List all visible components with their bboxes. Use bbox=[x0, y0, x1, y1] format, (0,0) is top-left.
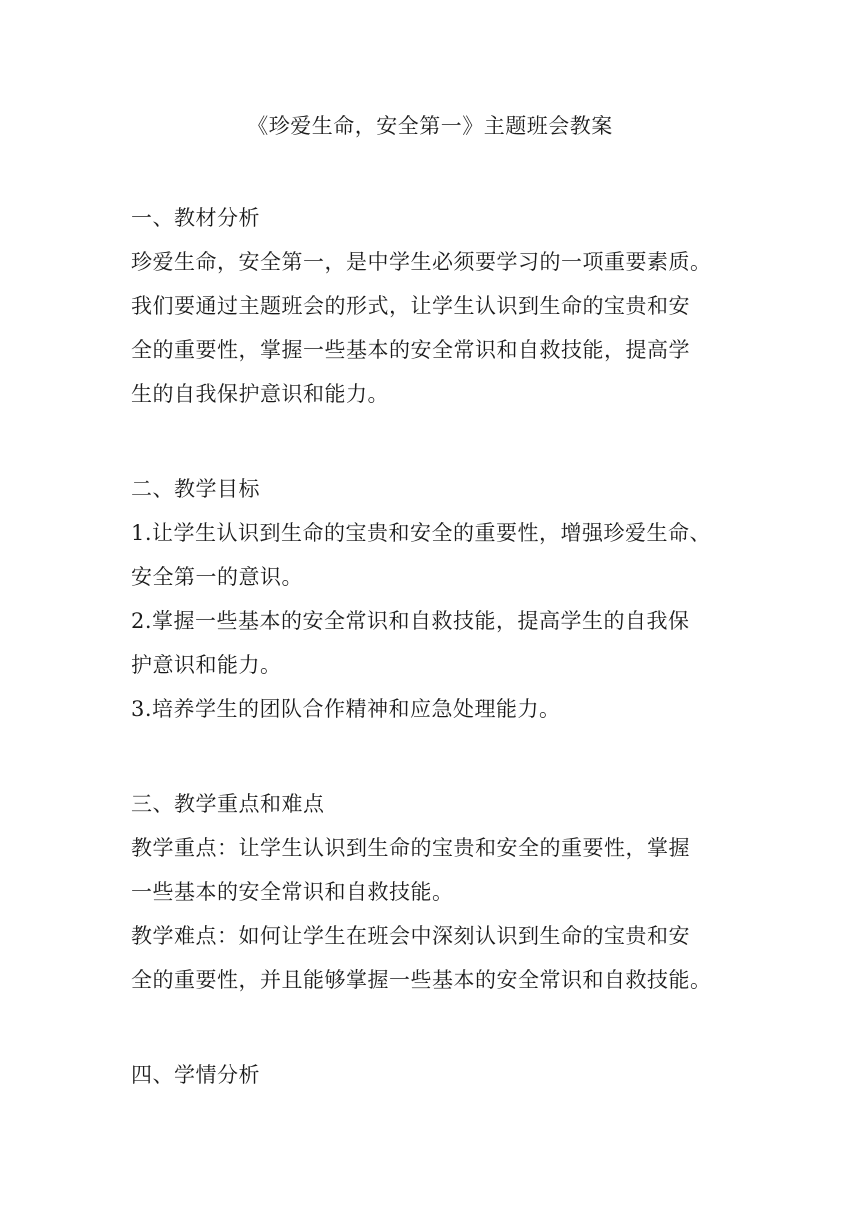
paragraph-line: 全的重要性，并且能够掌握一些基本的安全常识和自救技能。 bbox=[131, 968, 712, 992]
paragraph-line: 一些基本的安全常识和自救技能。 bbox=[131, 880, 454, 904]
paragraph-line: 安全第一的意识。 bbox=[131, 565, 303, 589]
section-heading-textbook-analysis: 一、教材分析 bbox=[131, 206, 260, 230]
paragraph-line: 生的自我保护意识和能力。 bbox=[131, 382, 389, 406]
document-title: 《珍爱生命，安全第一》主题班会教案 bbox=[247, 114, 613, 138]
paragraph-line: 1.让学生认识到生命的宝贵和安全的重要性，增强珍爱生命、 bbox=[131, 521, 712, 545]
section-heading-key-points: 三、教学重点和难点 bbox=[131, 792, 325, 816]
paragraph-line: 教学难点：如何让学生在班会中深刻认识到生命的宝贵和安 bbox=[131, 924, 690, 948]
section-heading-student-analysis: 四、学情分析 bbox=[131, 1063, 260, 1087]
section-heading-teaching-goals: 二、教学目标 bbox=[131, 477, 260, 501]
paragraph-line: 2.掌握一些基本的安全常识和自救技能，提高学生的自我保 bbox=[131, 609, 690, 633]
paragraph-line: 珍爱生命，安全第一，是中学生必须要学习的一项重要素质。 bbox=[131, 250, 712, 274]
paragraph-line: 护意识和能力。 bbox=[131, 653, 282, 677]
paragraph-line: 全的重要性，掌握一些基本的安全常识和自救技能，提高学 bbox=[131, 338, 690, 362]
paragraph-line: 3.培养学生的团队合作精神和应急处理能力。 bbox=[131, 697, 561, 721]
paragraph-line: 教学重点：让学生认识到生命的宝贵和安全的重要性，掌握 bbox=[131, 836, 690, 860]
paragraph-line: 我们要通过主题班会的形式，让学生认识到生命的宝贵和安 bbox=[131, 294, 690, 318]
